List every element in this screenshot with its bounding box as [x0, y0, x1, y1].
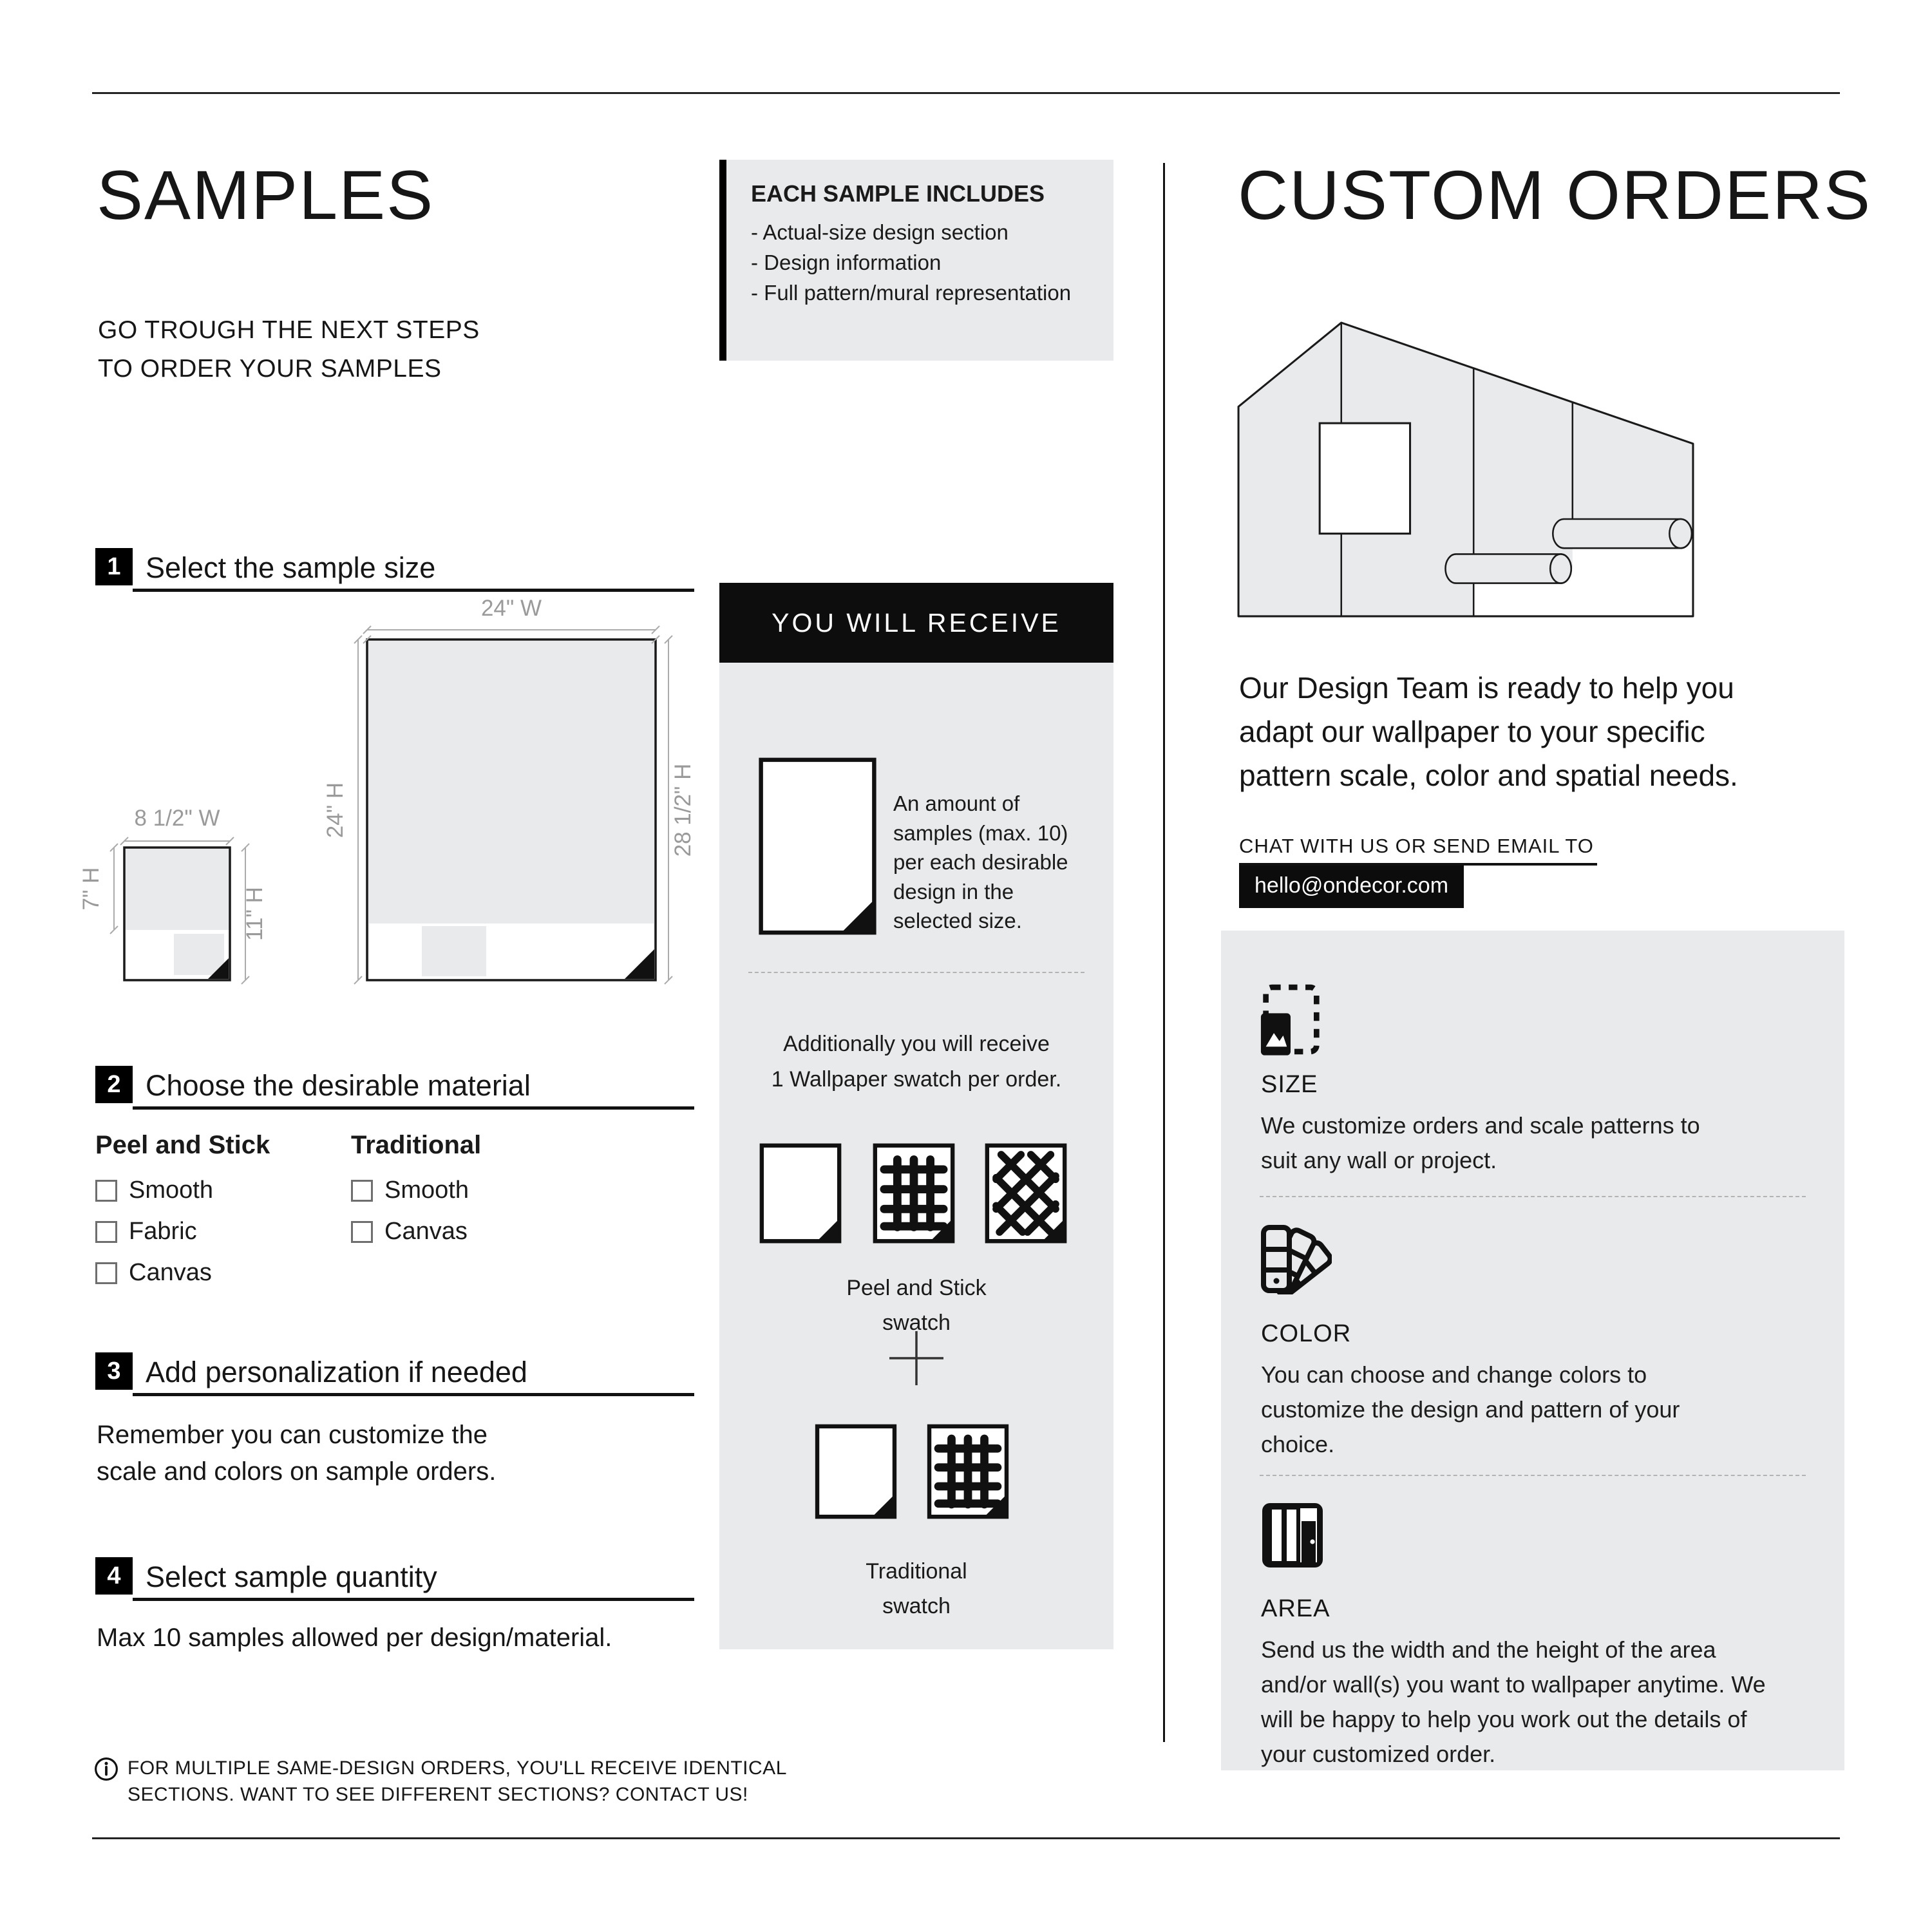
material-option-label: Smooth: [129, 1177, 213, 1204]
you-will-receive-panel: [719, 663, 1113, 1649]
step3-number-badge: 3: [95, 1352, 133, 1390]
crop-image-icon: [1260, 982, 1321, 1057]
crosshatch-swatch-icon: [985, 1142, 1067, 1244]
material-option-smooth[interactable]: [95, 1177, 270, 1204]
material-option-canvas-traditional[interactable]: [351, 1218, 481, 1245]
column-divider: [1163, 163, 1165, 1742]
material-option-label: Smooth: [384, 1177, 469, 1204]
includes-item: - Actual-size design section: [751, 220, 1009, 244]
custom-intro-line3: pattern scale, color and spatial needs.: [1239, 759, 1738, 792]
top-rule: [92, 92, 1840, 94]
small-width-label: 8 1/2" W: [134, 806, 220, 831]
material-option-fabric[interactable]: [95, 1218, 270, 1245]
peel-and-stick-title: Peel and Stick: [95, 1131, 270, 1159]
step1-title: Select the sample size: [146, 551, 436, 584]
footnote-line2: SECTIONS. WANT TO SEE DIFFERENT SECTIONS? CONTACT US!: [128, 1784, 748, 1805]
checkbox-icon[interactable]: [351, 1221, 373, 1243]
size-body: We customize orders and scale patterns to suit any wall or project.: [1261, 1112, 1700, 1173]
color-swatch-fan-icon: [1260, 1224, 1332, 1294]
dashed-divider: [1260, 1475, 1806, 1476]
grid-swatch-icon: [873, 1142, 955, 1244]
step3-body: Remember you can customize the scale and colors on sample orders.: [97, 1421, 497, 1486]
includes-item: - Design information: [751, 250, 942, 274]
includes-title: EACH SAMPLE INCLUDES: [751, 180, 1045, 207]
plus-icon: [886, 1327, 947, 1389]
samples-title: SAMPLES: [97, 156, 435, 234]
samples-intro-line1: GO TROUGH THE NEXT STEPS: [98, 316, 480, 344]
checkbox-icon[interactable]: [95, 1262, 117, 1284]
wall-panels-door-icon: [1260, 1501, 1325, 1570]
area-body: Send us the width and the height of the area and/or wall(s) you want to wallpaper anytime. We will be happy to help you work out the details of your customized order.: [1261, 1636, 1766, 1767]
blank-swatch-icon: [759, 1142, 842, 1244]
includes-item: - Full pattern/mural representation: [751, 280, 1072, 305]
material-option-smooth-traditional[interactable]: [351, 1177, 481, 1204]
checkbox-icon[interactable]: [95, 1180, 117, 1202]
wallpaper-house-illustration: [1236, 321, 1695, 618]
step2-title: Choose the desirable material: [146, 1069, 531, 1102]
custom-intro-line1: Our Design Team is ready to help you: [1239, 671, 1734, 705]
dashed-divider: [1260, 1196, 1806, 1197]
size-heading: SIZE: [1261, 1071, 1318, 1098]
material-option-label: Canvas: [129, 1259, 212, 1286]
receive-item-text: An amount of samples (max. 10) per each desirable design in the selected size.: [893, 791, 1068, 933]
sample-sheet-icon: [758, 757, 877, 936]
custom-orders-title: CUSTOM ORDERS: [1238, 156, 1872, 234]
info-icon: [94, 1757, 118, 1781]
large-width-label: 24" W: [480, 599, 542, 621]
traditional-swatch-label-line2: swatch: [882, 1593, 951, 1618]
you-will-receive-header: YOU WILL RECEIVE: [719, 583, 1113, 663]
color-heading: COLOR: [1261, 1320, 1352, 1347]
grid-swatch-icon: [927, 1424, 1009, 1519]
custom-features-panel: [1221, 931, 1844, 1770]
material-option-canvas[interactable]: [95, 1259, 270, 1287]
blank-swatch-icon: [815, 1424, 897, 1519]
step1-number-badge: 1: [95, 548, 133, 585]
checkbox-icon[interactable]: [95, 1221, 117, 1243]
material-column-traditional: [351, 1131, 481, 1259]
checkbox-icon[interactable]: [351, 1180, 373, 1202]
step3-underline: [133, 1393, 694, 1396]
dashed-divider: [748, 972, 1084, 973]
step2-number-badge: 2: [95, 1066, 133, 1103]
small-height-left-label: 7" H: [79, 867, 104, 911]
large-height-right-label: 28 1/2" H: [670, 763, 696, 857]
material-option-label: Fabric: [129, 1218, 197, 1245]
bottom-rule: [92, 1837, 1840, 1839]
peel-swatch-label-line2: swatch: [882, 1310, 951, 1335]
peel-swatch-label-line1: Peel and Stick: [846, 1276, 987, 1300]
material-option-label: Canvas: [384, 1218, 468, 1245]
traditional-title: Traditional: [351, 1131, 482, 1159]
custom-intro-line2: adapt our wallpaper to your specific: [1239, 715, 1705, 748]
step4-number-badge: 4: [95, 1557, 133, 1595]
color-body: You can choose and change colors to customize the design and pattern of your choice.: [1261, 1361, 1680, 1457]
material-column-peel: [95, 1131, 270, 1300]
additional-text-line2: 1 Wallpaper swatch per order.: [771, 1067, 1062, 1092]
footnote-line1: FOR MULTIPLE SAME-DESIGN ORDERS, YOU'LL RECEIVE IDENTICAL: [128, 1757, 787, 1779]
step4-title: Select sample quantity: [146, 1560, 437, 1593]
sample-size-diagram: [77, 599, 721, 1011]
step1-underline: [133, 589, 694, 592]
additional-text-line1: Additionally you will receive: [783, 1032, 1050, 1056]
step4-underline: [133, 1598, 694, 1601]
step2-underline: [133, 1106, 694, 1110]
large-height-left-label: 24" H: [323, 782, 348, 838]
samples-intro-line2: TO ORDER YOUR SAMPLES: [98, 355, 442, 383]
each-sample-includes-box: [719, 160, 1113, 361]
email-link[interactable]: hello@ondecor.com: [1239, 866, 1464, 908]
traditional-swatch-label-line1: Traditional: [866, 1559, 967, 1584]
area-heading: AREA: [1261, 1595, 1331, 1622]
contact-label: CHAT WITH US OR SEND EMAIL TO: [1239, 835, 1594, 857]
step3-title: Add personalization if needed: [146, 1356, 527, 1388]
small-height-right-label: 11" H: [242, 887, 267, 941]
step4-body: Max 10 samples allowed per design/material.: [97, 1624, 612, 1652]
